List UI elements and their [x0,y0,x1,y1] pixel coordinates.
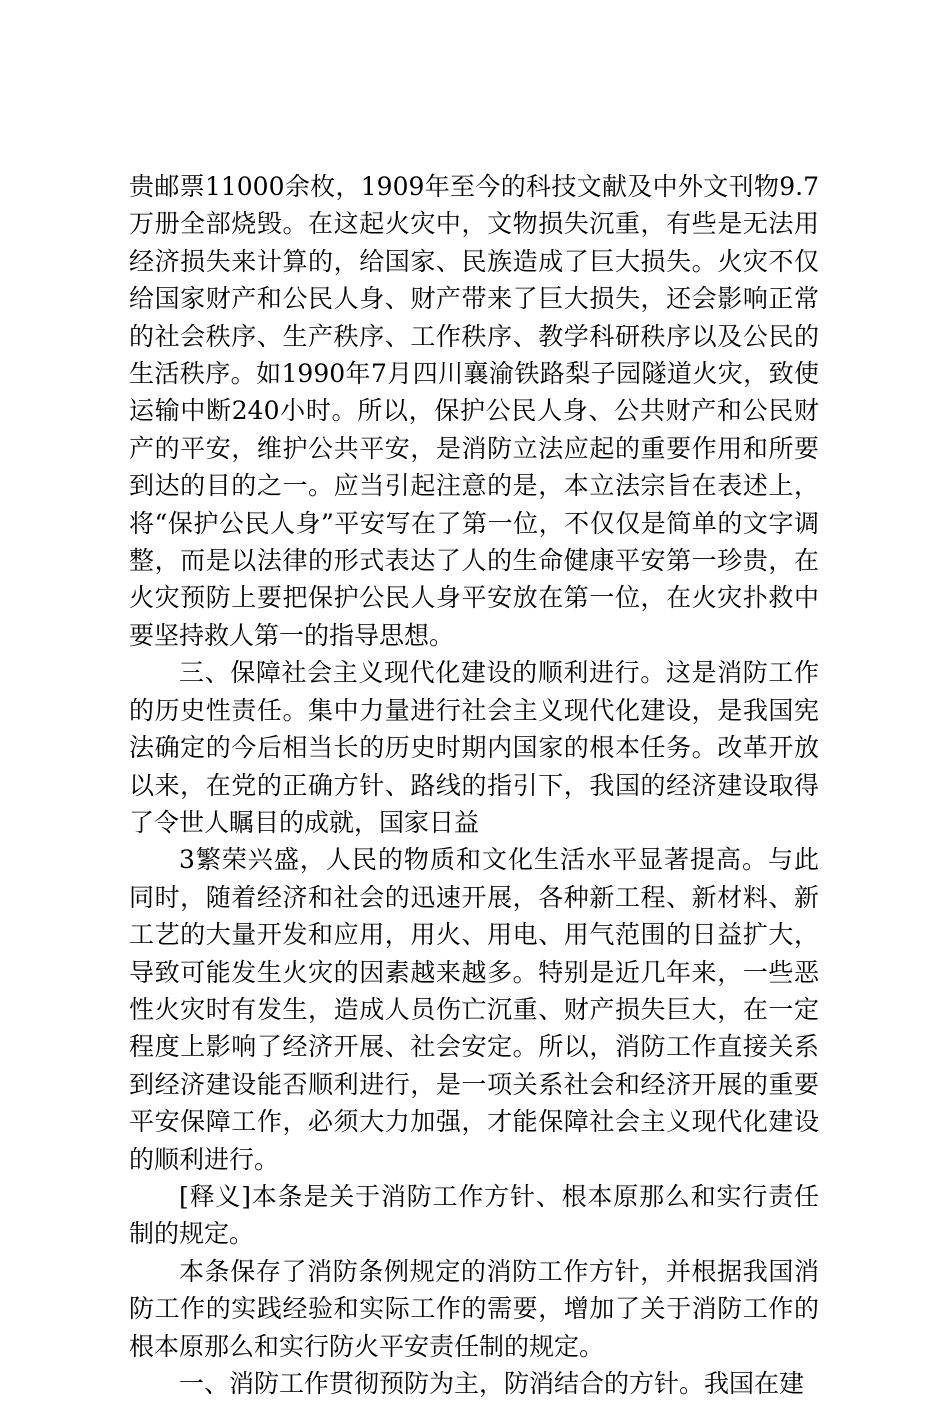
paragraph-prosperity: 3繁荣兴盛，人民的物质和文化生活水平显著提高。与此同时，随着经济和社会的迅速开展，各种新工程、新材料、新工艺的大量开发和应用，用火、用电、用气范围的日益扩大，导致可能发生火灾的因素越来越多。特别是近几年来，一些恶性火灾时有发生，造成人员伤亡沉重、财产损失巨大，在一定程度上影响了经济开展、社会安定。所以，消防工作直接关系到经济建设能否顺利进行，是一项关系社会和经济开展的重要平安保障工作，必须大力加强，才能保障社会主义现代化建设的顺利进行。 [129,845,819,1174]
paragraph-fire-losses: 贵邮票11000余枚，1909年至今的科技文献及中外文刊物9.7万册全部烧毁。在这起火灾中，文物损失沉重，有些是无法用经济损失来计算的，给国家、民族造成了巨大损失。火灾不仅给国家财产和公民人身、财产带来了巨大损失，还会影响正常的社会秩序、生产秩序、工作秩序、教学科研秩序以及公民的生活秩序。如1990年7月四川襄渝铁路梨子园隧道火灾，致使运输中断240小时。所以，保护公民人身、公共财产和公民财产的平安，维护公共平安，是消防立法应起的重要作用和所要到达的目的之一。应当引起注意的是，本立法宗旨在表述上，将“保护公民人身”平安写在了第一位，不仅仅是简单的文字调整，而是以法律的形式表达了人的生命健康平安第一珍贵，在火灾预防上要把保护公民人身平安放在第一位，在火灾扑救中要坚持救人第一的指导思想。 [129,172,819,650]
document-body [129,168,819,1402]
paragraph-prevention-policy: 一、消防工作贯彻预防为主，防消结合的方针。我国在建 [179,1369,805,1398]
paragraph-article-retained: 本条保存了消防条例规定的消防工作方针，并根据我国消防工作的实践经验和实际工作的需要，增加了关于消防工作的根本原那么和实行防火平安责任制的规定。 [129,1256,819,1361]
paragraph-modernization: 三、保障社会主义现代化建设的顺利进行。这是消防工作的历史性责任。集中力量进行社会主义现代化建设，是我国宪法确定的今后相当长的历史时期内国家的根本任务。改革开放以来，在党的正确方针、路线的指引下，我国的经济建设取得了令世人瞩目的成就，国家日益 [129,658,819,837]
paragraph-interpretation: [释义]本条是关于消防工作方针、根本原那么和实行责任制的规定。 [129,1181,819,1249]
